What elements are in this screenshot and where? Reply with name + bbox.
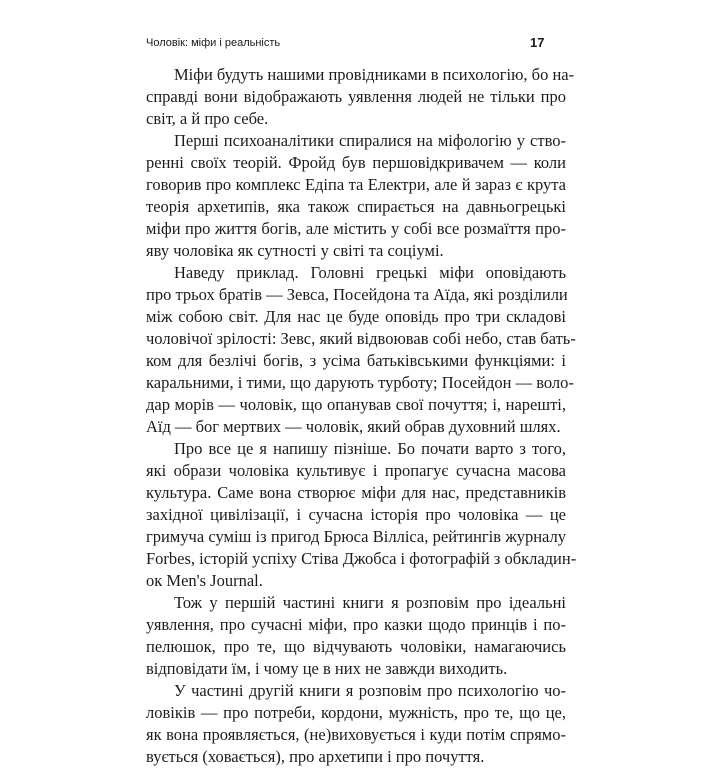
paragraph [146,592,566,680]
text-line: ловіків — про потреби, кордони, мужність, про те, що це, [146,703,566,722]
text-line: як вона проявляється, (не)виховується і куди потім спрямо- [146,725,566,744]
text-line: між собою світ. Для нас це буде оповідь про три складові [146,307,566,326]
paragraph [146,680,566,768]
text-line: каральними, і тими, що дарують турботу; Посейдон — воло- [146,373,574,392]
text-line: пелюшок, про те, що відчувають чоловіки, намагаючись [146,637,566,656]
text-line: міфи про життя богів, але містить у собі все розмаїття про- [146,219,566,238]
running-head: Чоловік: міфи і реальність [146,37,281,49]
text-line: говорив про комплекс Едіпа та Електри, але й зараз є крута [146,175,566,194]
paragraph [146,130,566,262]
text-line: У частині другій книги я розповім про психологію чо- [174,681,566,700]
body-text [146,64,577,768]
text-line: чоловічої зрілості: Зевс, який відвоював собі небо, став бать- [146,329,576,348]
text-line: Про все це я напишу пізніше. Бо почати варто з того, [174,439,566,458]
text-line: про трьох братів — Зевса, Посейдона та Аїда, які розділили [146,285,568,304]
text-line: світ, а й про себе. [146,109,269,128]
text-line: відповідати їм, і чому це в них не завжди виходить. [146,659,508,678]
text-line: справді вони відображають уявлення людей не тільки про [146,87,566,106]
text-line: яву чоловіка як сутності у світі та соціумі. [146,241,444,260]
text-line: вується (ховається), про архетипи і про почуття. [146,747,485,766]
paragraph [146,438,577,592]
text-line: Міфи будуть нашими провідниками в психологію, бо на- [174,65,575,84]
text-line: Наведу приклад. Головні грецькі міфи оповідають [174,263,566,282]
paragraph [146,262,576,438]
text-line: уявлення, про сучасні міфи, про казки щодо принців і по- [146,615,566,634]
text-line: культура. Саме вона створює міфи для нас, представників [146,483,566,502]
text-line: Аїд — бог мертвих — чоловік, який обрав духовний шлях. [146,417,561,436]
text-line: Тож у першій частині книги я розповім про ідеальні [174,593,566,612]
text-line: ок Men's Journal. [146,571,263,590]
text-line: дар морів — чоловік, що опанував свої почуття; і, нарешті, [146,395,566,414]
text-line: західної цивілізації, і сучасна історія про чоловіка — це [146,505,566,524]
text-line: Forbes, історій успіху Стіва Джобса і фотографій з обкладин- [146,549,577,568]
text-line: ренні своїх теорій. Фройд був першовідкривачем — коли [146,153,566,172]
page-number: 17 [530,35,545,50]
text-line: гримуча суміш із пригод Брюса Вілліса, рейтингів журналу [146,527,566,546]
text-line: Перші психоаналітики спиралися на міфологію у ство- [174,131,566,150]
text-line: ком для безлічі богів, з усіма батьківськими функціями: і [146,351,566,370]
text-line: теорія архетипів, яка також спирається на давньогрецькі [146,197,566,216]
text-line: які образи чоловіка культивує і пропагує сучасна масова [146,461,566,480]
paragraph [146,64,575,130]
